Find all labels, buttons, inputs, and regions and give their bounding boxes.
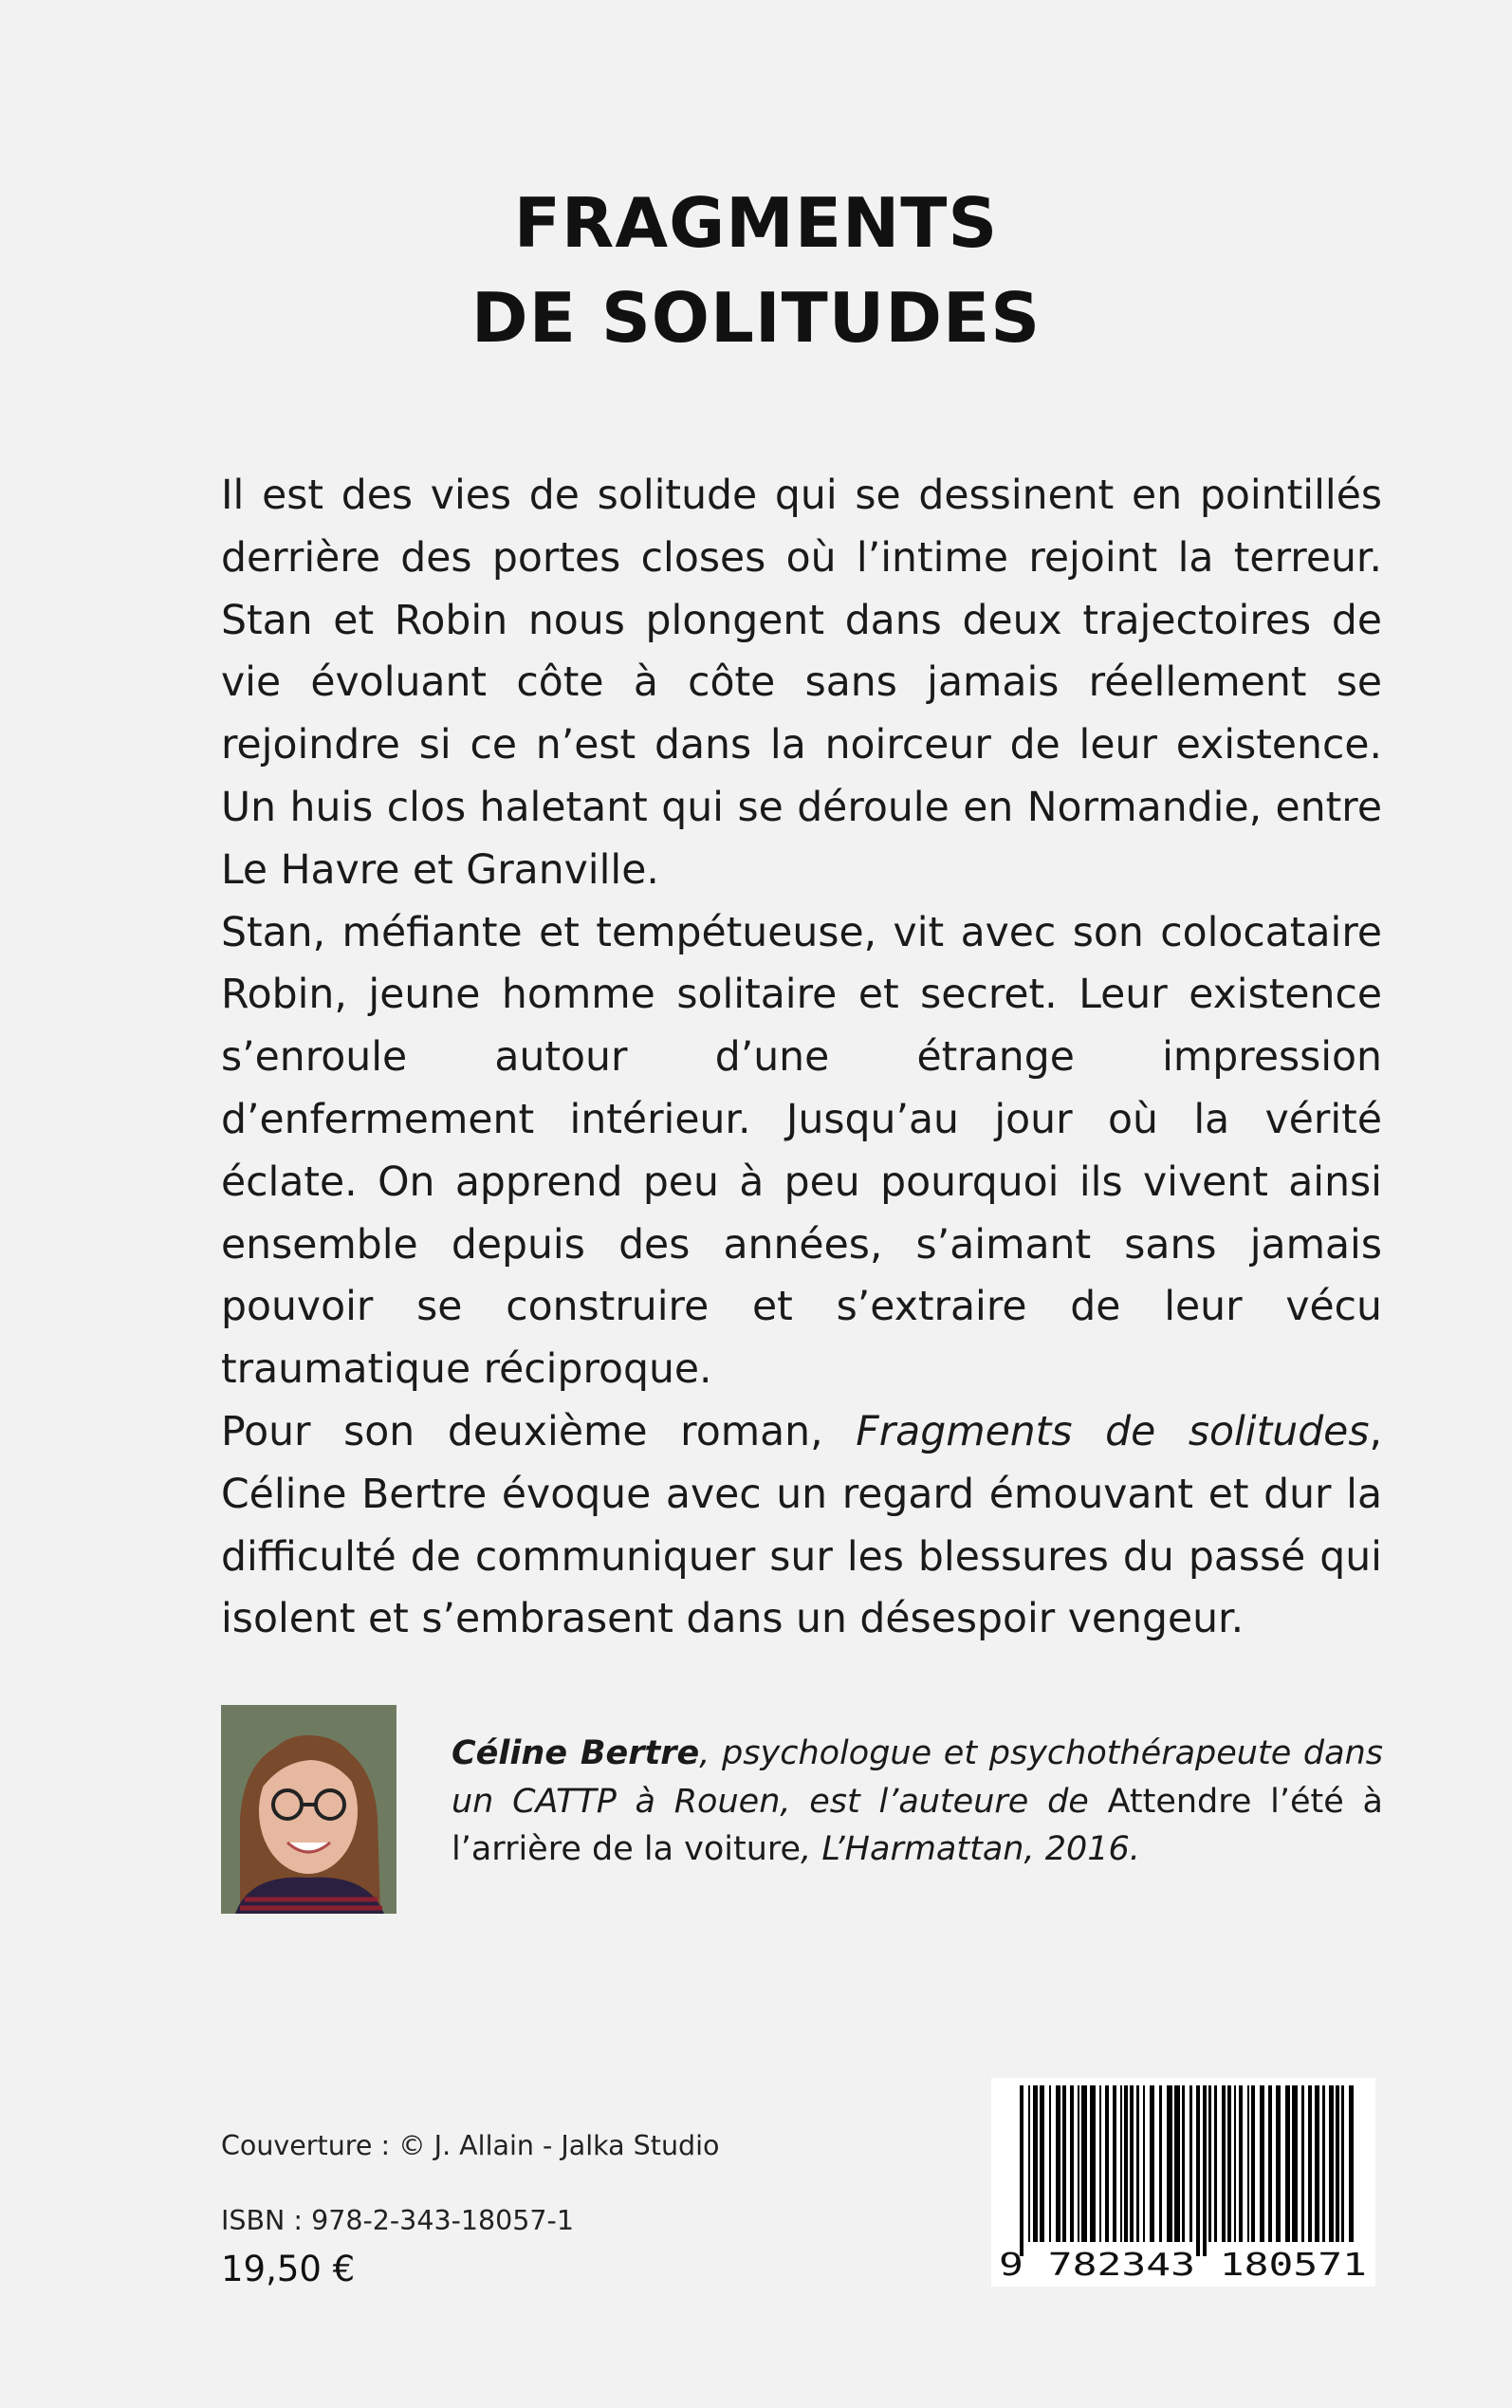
barcode-bar xyxy=(1247,2085,1249,2242)
barcode-bar xyxy=(1020,2085,1023,2256)
barcode-bar xyxy=(1268,2085,1272,2242)
barcode-bar xyxy=(1315,2085,1319,2242)
blurb-paragraph-2: Stan, méfiante et tempétueuse, vit avec son colocataire Robin, jeune homme solitaire et secret. Leur existence s’enroule autour d’une étrange impression d’enfermement intérieur. Jusqu’au jour où la vérité éclate. On apprend peu à peu pourquoi ils vivent ainsi ensemble depuis des années, s’aimant sans jamais pouvoir se construire et s’extraire de leur vécu traumatique réciproque. xyxy=(221,909,1382,1394)
barcode-bar xyxy=(1113,2085,1116,2242)
title-line-2: DE SOLITUDES xyxy=(470,278,1042,358)
price: 19,50 € xyxy=(221,2249,356,2289)
barcode-bar xyxy=(1049,2085,1051,2242)
barcode-bar xyxy=(1056,2085,1060,2242)
barcode-bar xyxy=(1040,2085,1044,2242)
title-line-1: FRAGMENTS xyxy=(513,183,999,263)
cover-credit: Couverture : © J. Allain - Jalka Studio xyxy=(221,2130,720,2161)
barcode-bar xyxy=(1130,2085,1134,2242)
barcode-bar xyxy=(1174,2085,1180,2242)
blurb-p3-start: Pour son deuxième roman, xyxy=(221,1408,857,1455)
barcode-bar xyxy=(1227,2085,1231,2242)
barcode-bar xyxy=(1260,2085,1264,2242)
barcode-bar xyxy=(1308,2085,1312,2242)
blurb-p3-end: , Céline Bertre évoque avec un regard émouvant et dur la difficulté de communiquer sur les blessures du passé qui isolent et s’embrasent dans un désespoir vengeur. xyxy=(221,1408,1382,1643)
barcode-bar xyxy=(1239,2085,1243,2242)
barcode-bar xyxy=(1208,2085,1211,2242)
barcode-bar xyxy=(1081,2085,1087,2242)
barcode-bar xyxy=(1070,2085,1074,2242)
barcode-number: 9 782343 180571 xyxy=(999,2246,1367,2283)
book-title xyxy=(0,176,1512,365)
barcode-bar xyxy=(1062,2085,1066,2242)
barcode-bar xyxy=(1336,2085,1339,2242)
blurb xyxy=(221,465,1382,1651)
blurb-paragraph-3 xyxy=(221,1401,1382,1651)
barcode-bar xyxy=(1028,2085,1030,2242)
barcode-bar xyxy=(1124,2085,1128,2242)
barcode-bar xyxy=(1329,2085,1334,2242)
barcode-bar xyxy=(1322,2085,1325,2242)
barcode xyxy=(991,2078,1375,2287)
barcode-bar xyxy=(1251,2085,1255,2242)
author-photo xyxy=(221,1705,396,1914)
barcode-bar xyxy=(1099,2085,1101,2242)
barcode-bar xyxy=(1182,2085,1185,2242)
barcode-bar xyxy=(1167,2085,1172,2242)
barcode-bar xyxy=(1090,2085,1096,2242)
barcode-bar xyxy=(1078,2085,1079,2242)
barcode-bar xyxy=(1150,2085,1154,2242)
barcode-bar xyxy=(1349,2085,1354,2242)
barcode-bar xyxy=(1292,2085,1298,2242)
barcode-bar xyxy=(1196,2085,1200,2256)
blurb-paragraph-1: Il est des vies de solitude qui se dessinent en pointillés derrière des portes closes où l’intime rejoint la terreur. Stan et Robin nous plongent dans deux trajectoires de vie évoluant côte à côte sans jamais réellement se rejoindre si ce n’est dans la noirceur de leur existence. Un huis clos haletant qui se déroule en Normandie, entre Le Havre et Granville. xyxy=(221,472,1382,894)
barcode-bar xyxy=(1234,2085,1236,2242)
barcode-bar xyxy=(1143,2085,1145,2242)
barcode-bar xyxy=(1033,2085,1038,2242)
barcode-bar xyxy=(1105,2085,1109,2242)
blurb-p3-italic-title: Fragments de solitudes xyxy=(856,1408,1370,1455)
barcode-bar xyxy=(1189,2085,1192,2242)
barcode-bar xyxy=(1203,2085,1207,2256)
barcode-bar xyxy=(1276,2085,1281,2242)
barcode-bar xyxy=(1214,2085,1217,2242)
barcode-bar xyxy=(1285,2085,1290,2242)
bio-part-2: , L’Harmattan, 2016. xyxy=(801,1830,1140,1868)
bio-part-1: , psychologue et psychothérapeute dans un CATTP à Rouen, est l’auteure de xyxy=(452,1734,1383,1821)
barcode-bar xyxy=(1222,2085,1226,2242)
barcode-bar xyxy=(1136,2085,1139,2242)
barcode-bar xyxy=(1159,2085,1162,2242)
barcode-bar xyxy=(1301,2085,1304,2242)
author-bio xyxy=(452,1730,1383,1874)
barcode-bar xyxy=(1120,2085,1122,2242)
bio-book-title: Attendre l’été à l’arrière de la voiture xyxy=(452,1782,1383,1868)
barcode-bar xyxy=(1341,2085,1344,2242)
isbn: ISBN : 978-2-343-18057-1 xyxy=(221,2205,574,2236)
bio-author-name: Céline Bertre xyxy=(452,1734,700,1772)
